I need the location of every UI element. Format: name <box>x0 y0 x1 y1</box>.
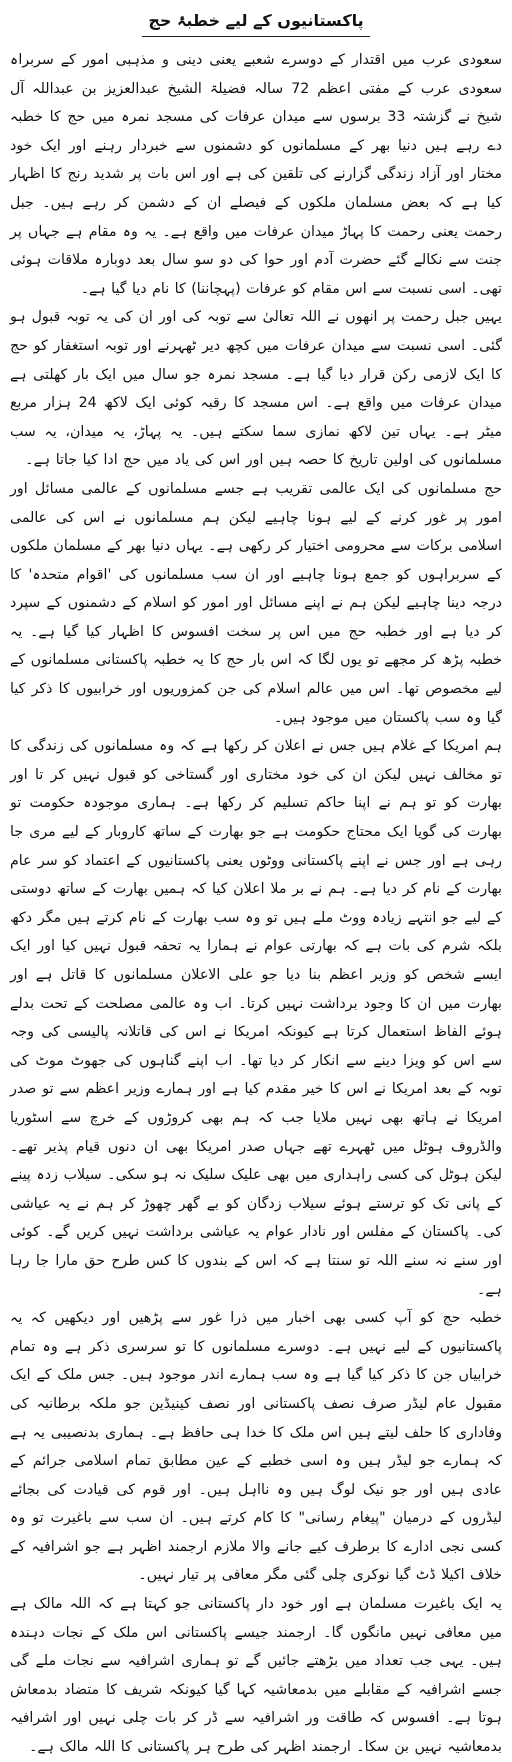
article-paragraph-2: یہیں جبل رحمت پر انھوں نے اللہ تعالیٰ سے توبہ کی اور ان کی یہ توبہ قبول ہو گئی۔ اسی نسبت سے میدان عرفات میں کچھ دیر ٹھہرنے اور توبہ استغفار کو حج کا ایک لازمی رکن قرار دیا گیا ہے۔ مسجد نمرہ جو سال میں ایک بار کھلتی ہے میدان عرفات میں واقع ہے۔ اس مسجد کا رقبہ کوئی ایک لاکھ 24 ہزار مربع میٹر ہے۔ یہاں تین لاکھ نمازی سما سکتے ہیں۔ یہ پہاڑ، یہ میدان، یہ سب مسلمانوں کی اولین تاریخ کا حصہ ہیں اور اس کی یاد میں حج ادا کیا جاتا ہے۔ <box>10 309 502 469</box>
article-body <box>10 46 502 1762</box>
article-paragraph-1: سعودی عرب میں اقتدار کے دوسرے شعبے یعنی دینی و مذہبی امور کے سربراہ سعودی عرب کے مفتی اعظم 72 سالہ فضیلۃ الشیخ عبدالعزیز بن عبداللہ آل شیخ نے گزشتہ 33 برسوں سے میدان عرفات کی مسجد نمرہ میں حج کا خطبہ دے رہے ہیں دنیا بھر کے مسلمانوں کو دشمنوں سے خبردار رہنے اور ایک خود مختار اور آزاد زندگی گزارنے کی تلقین کی ہے اور اس بات پر شدید رنج کا اظہار کیا ہے کہ بعض مسلمان ملکوں کے فیصلے ان کے دشمن کر رہے ہیں۔ جبل رحمت یعنی رحمت کا پہاڑ میدان عرفات میں واقع ہے۔ یہ وہ مقام ہے جہاں پر جنت سے نکالے گئے حضرت آدم اور حوا کی دو سو سال بعد دوبارہ ملاقات ہوئی تھی۔ اسی نسبت سے اس مقام کو عرفات (پہچاننا) کا نام دیا گیا ہے۔ <box>10 52 503 297</box>
article-paragraph-5: خطبہ حج کو آپ کسی بھی اخبار میں ذرا غور سے پڑھیں اور دیکھیں کہ یہ پاکستانیوں کے لیے نہیں ہے۔ دوسرے مسلمانوں کا تو سرسری ذکر ہے وہ تمام خرابیاں جن کا ذکر کیا گیا ہے وہ سب ہمارے اندر موجود ہیں۔ جس ملک کے ایک مقبول عام لیڈر صرف نصف پاکستانی اور نصف کینیڈین جو ملکہ برطانیہ کی وفاداری کا حلف لیتے ہیں اس ملک کا خدا ہی حافظ ہے۔ ہماری بدنصیبی یہ ہے کہ ہمارے جو لیڈر ہیں وہ اسی خطبے کے عین مطابق تمام اسلامی جرائم کے عادی ہیں اور جو نیک لوگ ہیں وہ نااہل ہیں۔ اور قوم کی قیادت کی بجائے لیڈروں کے درمیان "پیغام رسانی" کا کام کرتے ہیں۔ ان سب سے باغیرت تو وہ کسی نجی ادارے کا برطرف کیے جانے والا ملازم ارجمند اظہر ہے جو اشرافیہ کے خلاف اکیلا ڈٹ گیا نوکری چلی گئی مگر معافی پر تیار نہیں۔ <box>10 1310 502 1584</box>
title-container <box>10 6 502 40</box>
article-paragraph-3: حج مسلمانوں کی ایک عالمی تقریب ہے جسے مسلمانوں کے عالمی مسائل اور امور پر غور کرنے کے لیے ہونا چاہیے لیکن ہم مسلمانوں نے اس کی عالمی اسلامی برکات سے محرومی اختیار کر رکھی ہے۔ یہاں دنیا بھر کے مسلمان ملکوں کے سربراہوں کو جمع ہونا چاہیے اور ان سب مسلمانوں کی 'اقوام متحدہ' کا درجہ دینا چاہیے لیکن ہم نے اپنے مسائل اور امور کو اسلام کے دشمنوں کے سپرد کر دیا ہے اور خطبہ حج میں اس پر سخت افسوس کا اظہار کیا گیا ہے۔ یہ خطبہ پڑھ کر مجھے تو یوں لگا کہ اس بار حج کا یہ خطبہ پاکستانی مسلمانوں کے لیے مخصوص تھا۔ اس میں عالم اسلام کی جن کمزوریوں اور خرابیوں کا ذکر کیا گیا وہ سب پاکستان میں موجود ہیں۔ <box>10 480 502 726</box>
article-title: پاکستانیوں کے لیے خطبۂ حج <box>142 6 369 37</box>
article-paragraph-6: یہ ایک باغیرت مسلمان ہے اور خود دار پاکستانی جو کہتا ہے کہ اللہ مالک ہے میں معافی نہیں مانگوں گا۔ ارجمند جیسے پاکستانی اس ملک کے نجات دہندہ ہیں۔ یہی جب تعداد میں بڑھتے جائیں گے تو ہماری اشرافیہ سے نجات ملے گی جسے اشرافیہ کے مقابلے میں بدمعاشیہ کہا گیا کیونکہ شریف کا متضاد بدمعاش ہوتا ہے۔ افسوس کہ طاقت ور اشرافیہ سے ڈر کر بات چلی نہیں اور اشرافیہ بدمعاشیہ نہیں بن سکا۔ ارجمند اظہر کی طرح ہر پاکستانی کا اللہ مالک ہے۔ <box>10 1596 502 1756</box>
article-paragraph-4: ہم امریکا کے غلام ہیں جس نے اعلان کر رکھا ہے کہ وہ مسلمانوں کی زندگی کا تو مخالف نہیں لیکن ان کی خود مختاری اور گستاخی کو قبول نہیں کر تا اور بھارت کو تو ہم نے اپنا حاکم تسلیم کر رکھا ہے۔ ہماری موجودہ حکومت تو بھارت کی گویا ایک محتاج حکومت ہے جو بھارت کے ساتھ کاروبار کے لیے مری جا رہی ہے اور جس نے اپنے پاکستانی ووٹوں یعنی پاکستانیوں کے اعتماد کو سر عام بھارت کے نام کر دیا ہے۔ ہم نے بر ملا اعلان کیا کہ ہمیں بھارت کے ساتھ دوستی کے لیے جو انتہے زیادہ ووٹ ملے ہیں تو وہ سب بھارت کے نام کرتے ہیں مگر دکھ بلکہ شرم کی بات ہے کہ بھارتی عوام نے ہمارا یہ تحفہ قبول نہیں کیا اور ایک ایسے شخص کو وزیر اعظم بنا دیا جو علی الاعلان مسلمانوں کا قاتل ہے اور بھارت میں ان کا وجود برداشت نہیں کرتا۔ اب وہ عالمی مصلحت کے تحت بدلے ہوئے الفاظ استعمال کرتا ہے کیونکہ امریکا نے اس کی قاتلانہ پالیسی کی وجہ سے اس کو ویزا دینے سے انکار کر دیا تھا۔ اب اپنے گناہوں کی جھوٹ موٹ کی توبہ کے بعد امریکا نے اس کا خیر مقدم کیا ہے اور ہمارے وزیر اعظم سے تو صدر امریکا نے ہاتھ بھی نہیں ملایا جب کہ ہم بھی کروڑوں کے خرچ سے اسٹوریا والڈروف ہوٹل میں ٹھہرے تھے جہاں صدر امریکا بھی ان دنوں قیام پذیر تھے۔ لیکن ہوٹل کی کسی راہداری میں بھی علیک سلیک نہ ہو سکی۔ سیلاب زدہ پینے کے پانی تک کو ترستے ہوئے سیلاب زدگان کو بے گھر چھوڑ کر ہم نے یہ عیاشی کی۔ پاکستان کے مفلس اور نادار عوام یہ عیاشی برداشت نہیں کریں گے۔ کوئی اور سنے نہ سنے اللہ تو سنتا ہے کہ اس کے بندوں کا کس طرح حق مارا جا رہا ہے۔ <box>10 738 502 1298</box>
